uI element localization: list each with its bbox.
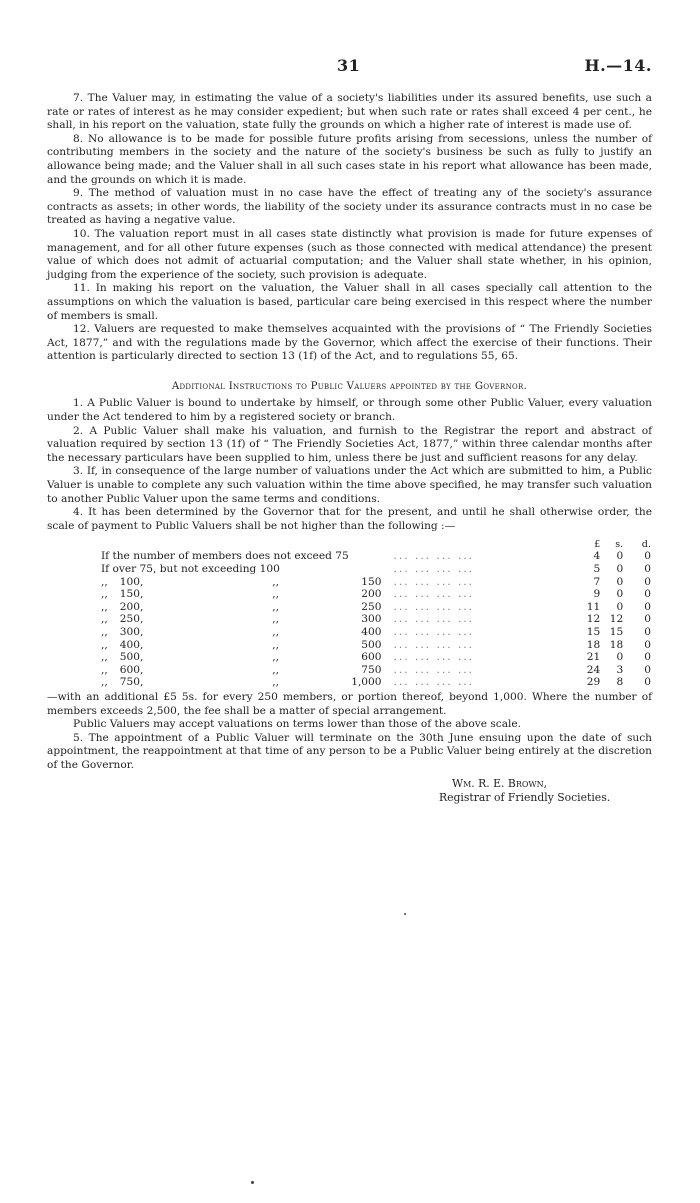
table-row — [47, 664, 652, 677]
fee-shillings: 8 — [616, 676, 624, 689]
upper-bound: 250 — [361, 600, 382, 613]
fee-pounds: 11 — [586, 600, 601, 613]
fee-shillings: 0 — [616, 575, 624, 588]
upper-bound: 600 — [361, 651, 382, 664]
paragraph: Public Valuers may accept valuations on terms lower than those of the above scale. — [73, 718, 522, 731]
lower-bound — [47, 626, 243, 639]
ditto-mark: ,, — [101, 625, 108, 638]
ditto-mark: ,, — [272, 638, 280, 651]
fee-pounds: 4 — [593, 550, 601, 563]
fee-shillings: 0 — [616, 651, 624, 664]
leader-dots: ... ... ... ... — [393, 638, 475, 651]
table-row — [47, 676, 652, 689]
lower-bound-value: 600, — [119, 663, 144, 676]
paragraph: 12. Valuers are requested to make themselves acquainted with the provisions of “ The Friendly Societies Act, 1877,” and with the regulations made by the Governor, which affect the exercise of their functions. Their attention is particularly directed to section 13 (1f) of the Act, and to regulations 55, 65. — [47, 323, 652, 363]
leader-dots: ... ... ... ... — [393, 663, 475, 676]
table-row — [47, 563, 652, 576]
fee-pounds: 12 — [586, 613, 601, 626]
fee-shillings: 0 — [616, 563, 624, 575]
leader-dots: ... ... ... ... — [393, 651, 475, 664]
fee-pounds: 7 — [593, 575, 601, 588]
signatory-title: Registrar of Friendly Societies. — [439, 790, 611, 804]
leader-dots: ... ... ... ... — [393, 550, 475, 563]
upper-bound: 150 — [361, 575, 382, 588]
paragraph: 2. A Public Valuer shall make his valuation, and furnish to the Registrar the report and abstract of valuation required by section 13 (1f) of “ The Friendly Societies Act, 1877,” within three calendar months after the necessary particulars have been supplied to him, unless there be just and sufficient reasons for any delay. — [47, 424, 652, 464]
table-row — [47, 588, 652, 601]
instructions-list — [47, 92, 652, 364]
currency-units-row — [47, 539, 652, 550]
lower-bound — [47, 664, 243, 677]
shillings-unit: s. — [615, 539, 624, 551]
document-body — [47, 92, 652, 807]
table-row — [47, 550, 652, 563]
lower-bound-value: 250, — [119, 613, 144, 626]
ditto-mark: ,, — [101, 600, 108, 613]
lower-bound-value: 500, — [119, 651, 144, 664]
lower-bound-value: 400, — [119, 638, 144, 651]
fee-pence: 0 — [644, 663, 651, 676]
fee-shillings: 18 — [609, 638, 624, 651]
fee-shillings: 15 — [609, 625, 624, 638]
fee-pounds: 5 — [593, 563, 601, 575]
leader-dots: ... ... ... ... — [393, 613, 475, 626]
fee-pounds: 29 — [586, 676, 601, 689]
table-row — [47, 601, 652, 614]
fee-pence: 0 — [644, 600, 651, 613]
paragraph: 11. In making his report on the valuation, the Valuer shall in all cases specially call attention to the assumptions on which the valuation is based, particular care being exercised in this respect where the number of members is small. — [47, 282, 652, 322]
upper-bound: 400 — [361, 625, 382, 638]
lower-bound — [47, 601, 243, 614]
fee-pence: 0 — [644, 613, 651, 626]
paragraph: 4. It has been determined by the Governor that for the present, and until he shall otherwise order, the scale of payment to Public Valuers shall be not higher than the following :— — [47, 506, 652, 532]
table-row — [47, 576, 652, 589]
leader-dots: ... ... ... ... — [393, 600, 475, 613]
table-row — [47, 613, 652, 626]
lower-bound-value: 300, — [119, 625, 144, 638]
row-label: If over 75, but not exceeding 100 — [101, 563, 280, 575]
lower-bound — [47, 576, 243, 589]
ditto-mark: ,, — [272, 600, 280, 613]
fee-shillings: 0 — [616, 550, 624, 563]
lower-bound — [47, 639, 243, 652]
fee-shillings: 0 — [616, 600, 624, 613]
page-header — [0, 56, 700, 78]
fee-shillings: 0 — [616, 588, 624, 601]
ditto-mark: ,, — [101, 651, 108, 664]
leader-dots: ... ... ... ... — [393, 575, 475, 588]
lower-bound-value: 100, — [119, 575, 144, 588]
ditto-mark: ,, — [272, 625, 280, 638]
fee-pence: 0 — [644, 676, 651, 689]
fee-pence: 0 — [644, 588, 651, 601]
paragraph: 10. The valuation report must in all cases state distinctly what provision is made for future expenses of management, and for all other future expenses (such as those connected with medical attendance) the present value of which does not admit of actuarial computation; and the Valuer shall state whether, in his opinion, judging from the experience of the society, such provision is adequate. — [47, 227, 652, 281]
fee-shillings: 3 — [616, 663, 624, 676]
pence-unit: d. — [641, 539, 651, 551]
fee-pounds: 15 — [586, 625, 601, 638]
fee-shillings: 12 — [609, 613, 624, 626]
ditto-mark: ,, — [272, 588, 280, 601]
paragraph: 7. The Valuer may, in estimating the value of a society's liabilities under its assured benefits, use such a rate or rates of interest as he may consider expedient; but when such rate or rates shall exceed 4 per cent., he shall, in his report on the valuation, state fully the grounds on which a higher rate of interest is made use of. — [47, 92, 652, 132]
fee-pence: 0 — [644, 563, 651, 575]
fee-pence: 0 — [644, 575, 651, 588]
ditto-mark: ,, — [101, 638, 108, 651]
table-row — [47, 651, 652, 664]
table-row — [47, 639, 652, 652]
lower-bound-value: 200, — [119, 600, 144, 613]
additional-instructions — [47, 397, 652, 533]
lower-bound — [47, 613, 243, 626]
ditto-mark: ,, — [101, 663, 108, 676]
ditto-mark: ,, — [272, 575, 280, 588]
paragraph: 8. No allowance is to be made for possible future profits arising from secessions, unless the number of contributing members in the society and the nature of the society's business be such as fully to justify an allowance being made; and the Valuer shall in all such cases state in his report what allowance has been made, and the grounds on which it is made. — [47, 132, 652, 186]
print-speck — [404, 913, 406, 915]
ditto-mark: ,, — [101, 613, 108, 626]
ditto-mark: ,, — [101, 676, 108, 689]
signature-block — [47, 777, 652, 807]
lower-bound-value: 150, — [119, 588, 144, 601]
ditto-mark: ,, — [272, 663, 280, 676]
fee-pence: 0 — [644, 550, 651, 563]
upper-bound: 200 — [361, 588, 382, 601]
fee-pounds: 9 — [593, 588, 601, 601]
ditto-mark: ,, — [272, 651, 280, 664]
leader-dots: ... ... ... ... — [393, 563, 475, 575]
table-row — [47, 626, 652, 639]
lower-bound — [47, 588, 243, 601]
fee-pence: 0 — [644, 625, 651, 638]
ditto-mark: ,, — [272, 613, 280, 626]
fee-scale-table — [47, 539, 652, 689]
additional-fee-note: —with an additional £5 5s. for every 250 members, or portion thereof, beyond 1,000. Where the number of members exceeds 2,500, the fee shall be a matter of special arrangement. — [47, 690, 652, 717]
fee-pounds: 21 — [586, 651, 601, 664]
row-label: If the number of members does not exceed 75 — [101, 550, 349, 563]
leader-dots: ... ... ... ... — [393, 625, 475, 638]
section-heading: Additional Instructions to Public Valuers appointed by the Governor. — [171, 380, 528, 392]
print-speck — [251, 1181, 254, 1184]
lower-bound-value: 750, — [119, 676, 144, 689]
fee-pounds: 24 — [586, 663, 601, 676]
pounds-unit: £ — [594, 539, 601, 551]
upper-bound: 300 — [361, 613, 382, 626]
lower-bound — [47, 676, 243, 689]
paragraph: 5. The appointment of a Public Valuer will terminate on the 30th June ensuing upon the date of such appointment, the reappointment at that time of any person to be a Public Valuer being entirely at the discretion of the Governor. — [47, 731, 652, 771]
document-reference: H.—14. — [584, 56, 652, 75]
closing-paragraphs — [47, 718, 652, 772]
upper-bound: 1,000 — [351, 676, 382, 689]
signatory-name: Wm. R. E. Brown, — [452, 776, 548, 790]
ditto-mark: ,, — [272, 676, 280, 689]
fee-pence: 0 — [644, 651, 651, 664]
leader-dots: ... ... ... ... — [393, 676, 475, 689]
paragraph: 3. If, in consequence of the large number of valuations under the Act which are submitted to him, a Public Valuer is unable to complete any such valuation within the time above specified, he may transfer such valuation to another Public Valuer upon the same terms and conditions. — [47, 465, 652, 505]
upper-bound: 500 — [361, 638, 382, 651]
ditto-mark: ,, — [101, 588, 108, 601]
upper-bound: 750 — [361, 663, 382, 676]
leader-dots: ... ... ... ... — [393, 588, 475, 601]
fee-pence: 0 — [644, 638, 651, 651]
page-number: 31 — [337, 56, 361, 75]
paragraph: 1. A Public Valuer is bound to undertake by himself, or through some other Public Valuer, every valuation under the Act tendered to him by a registered society or branch. — [47, 397, 652, 424]
fee-pounds: 18 — [586, 638, 601, 651]
lower-bound — [47, 651, 243, 664]
ditto-mark: ,, — [101, 575, 108, 588]
paragraph: 9. The method of valuation must in no case have the effect of treating any of the society's assurance contracts as assets; in other words, the liability of the society under its assurance contracts must in no case be treated as having a negative value. — [47, 187, 652, 227]
